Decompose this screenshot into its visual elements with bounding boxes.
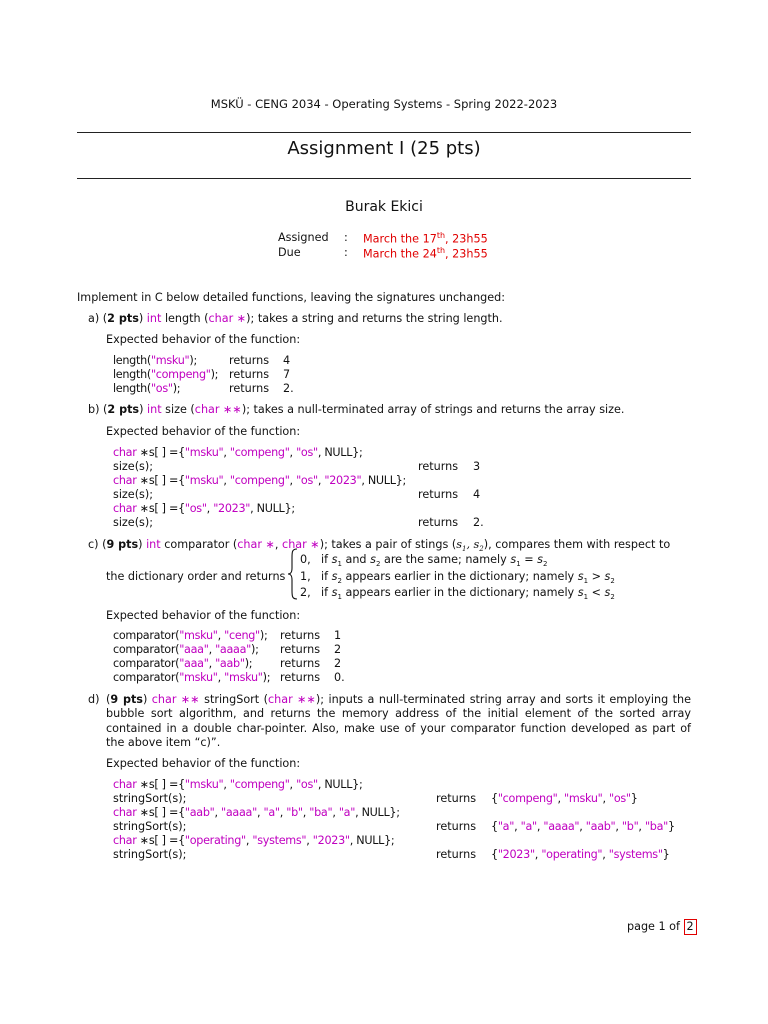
bottom-rule [77,178,691,179]
array-item-string: "os" [296,446,318,459]
comparator-arg: "aaaa" [215,643,251,656]
size-call: size(s); [113,488,154,501]
length-call: length("compeng"); [113,368,219,381]
array-item-string: "compeng" [229,778,290,791]
author: Burak Ekici [345,199,423,215]
item-d-expected: Expected behavior of the function: [106,757,301,770]
comparator-arg: "msku" [179,629,218,642]
array-declaration: char ∗s[ ] ={"msku", "compeng", "os", NULL}; [113,446,363,459]
array-item-string: "ba" [309,806,333,819]
result-string: "a" [497,820,515,833]
return-value: 3 [473,460,481,473]
return-value: 4 [473,488,481,501]
item-b-heading: b) (2 pts) int size (char ∗∗); takes a null-terminated array of strings and returns the array size. [88,403,625,416]
array-item-string: "aaaa" [221,806,257,819]
returns-label: returns [418,488,459,501]
brace-shape [287,548,299,600]
length-arg: "compeng" [150,368,211,381]
comparator-arg: "ceng" [224,629,260,642]
length-call: length("msku"); [113,354,197,367]
array-item-string: "2023" [312,834,350,847]
length-call: length("os"); [113,382,181,395]
array-item-string: "msku" [184,778,224,791]
item-c-desc: ; takes a pair of stings ($s_1$, $s_2$), compares them with respect to [324,538,671,554]
return-value: 4 [283,354,291,367]
item-c-lead: the dictionary order and returns [106,570,286,583]
array-declaration: char ∗s[ ] ={"aab", "aaaa", "a", "b", "ba", "a", NULL}; [113,806,400,819]
page-title: Assignment I (25 pts) [287,138,481,159]
case-text: if $s_1$ and $s_2$ are the same; namely $s_1 = s_2$ [321,553,548,569]
array-item-string: "operating" [184,834,246,847]
result-string: "operating" [541,848,603,861]
intro-text: Implement in C below detailed functions, leaving the signatures unchanged: [77,291,506,304]
array-declaration: char ∗s[ ] ={"os", "2023", NULL}; [113,502,295,515]
comparator-arg: "aab" [215,657,245,670]
comparator-call: comparator("msku", "msku"); [113,671,271,684]
result-string: "compeng" [497,792,558,805]
array-declaration: char ∗s[ ] ={"msku", "compeng", "os", "2023", NULL}; [113,474,406,487]
sort-call: stringSort(s); [113,848,187,861]
returns-label: returns [280,643,321,656]
result-string: "os" [608,792,631,805]
sort-call: stringSort(s); [113,820,187,833]
case-text: if $s_2$ appears earlier in the dictionary; namely $s_1 > s_2$ [321,570,615,586]
case-number: 1, [300,570,311,583]
array-declaration: char ∗s[ ] ={"operating", "systems", "2023", NULL}; [113,834,395,847]
array-item-string: "aab" [184,806,215,819]
due-sep: : [344,246,348,259]
size-call: size(s); [113,460,154,473]
array-item-string: "msku" [184,474,224,487]
comparator-call: comparator("aaa", "aaaa"); [113,643,259,656]
comparator-arg: "aaa" [179,657,209,670]
return-value: 7 [283,368,291,381]
assigned-sep: : [344,231,348,244]
comparator-arg: "msku" [224,671,263,684]
case-number: 2, [300,586,311,599]
result-string: "aab" [585,820,616,833]
array-item-string: "msku" [184,446,224,459]
decl-keyword: char [113,806,137,819]
brace [287,548,299,600]
returns-label: returns [436,848,477,861]
return-value: 0. [334,671,345,684]
array-item-string: "os" [296,778,318,791]
decl-keyword: char [113,502,137,515]
decl-keyword: char [113,446,137,459]
sorted-result: {"a", "a", "aaaa", "aab", "b", "ba"} [491,820,675,833]
comparator-arg: "msku" [179,671,218,684]
item-d-paragraph: (9 pts) char ∗∗ stringSort (char ∗∗); inputs a null-terminated string array and sorts it employing the bubble sort algorithm, and returns the memory address of the initial element of the sorted array contained in a double char-pointer. Also, make use of your comparator function developed as part of the above item “c)”. [106,693,691,750]
case-text: if $s_1$ appears earlier in the dictionary; namely $s_1 < s_2$ [321,586,615,602]
sorted-result: {"compeng", "msku", "os"} [491,792,638,805]
assigned-label: Assigned [278,231,329,244]
returns-label: returns [418,516,459,529]
returns-label: returns [418,460,459,473]
return-value: 2 [334,657,342,670]
returns-label: returns [280,657,321,670]
decl-keyword: char [113,834,137,847]
returns-label: returns [229,382,270,395]
result-string: "a" [520,820,537,833]
array-declaration: char ∗s[ ] ={"msku", "compeng", "os", NULL}; [113,778,363,791]
comparator-call: comparator("msku", "ceng"); [113,629,268,642]
decl-keyword: char [113,474,137,487]
return-value: 2 [334,643,342,656]
result-string: "msku" [564,792,603,805]
sort-call: stringSort(s); [113,792,187,805]
sorted-result: {"2023", "operating", "systems"} [491,848,670,861]
comparator-call: comparator("aaa", "aab"); [113,657,253,670]
returns-label: returns [229,354,270,367]
assigned-date: March the 17th, 23h55 [363,231,488,246]
array-item-string: "2023" [324,474,362,487]
page-number: page 1 of 2 [627,919,697,935]
decl-keyword: char [113,778,137,791]
item-d-label: d) [88,693,100,706]
size-call: size(s); [113,516,154,529]
result-string: "2023" [497,848,535,861]
returns-label: returns [436,792,477,805]
item-b-expected: Expected behavior of the function: [106,425,301,438]
item-c-expected: Expected behavior of the function: [106,609,301,622]
due-label: Due [278,246,301,259]
item-a-expected: Expected behavior of the function: [106,333,301,346]
array-item-string: "compeng" [229,474,290,487]
case-number: 0, [300,553,311,566]
length-arg: "os" [150,382,173,395]
array-item-string: "a" [263,806,280,819]
array-item-string: "2023" [213,502,251,515]
return-value: 1 [334,629,342,642]
returns-label: returns [280,671,321,684]
course-header: MSKÜ - CENG 2034 - Operating Systems - Spring 2022-2023 [210,97,558,111]
page-total-link[interactable]: 2 [684,919,697,935]
array-item-string: "a" [338,806,356,819]
array-item-string: "compeng" [229,446,290,459]
pair-math: $s_1$, $s_2$ [456,538,484,554]
returns-label: returns [229,368,270,381]
array-item-string: "os" [296,474,318,487]
array-item-string: "os" [184,502,207,515]
result-string: "ba" [644,820,668,833]
array-item-string: "b" [286,806,303,819]
length-arg: "msku" [150,354,190,367]
result-string: "b" [621,820,639,833]
comparator-arg: "aaa" [179,643,209,656]
top-rule [77,132,691,133]
return-value: 2. [283,382,294,395]
due-date: March the 24th, 23h55 [363,246,488,261]
array-item-string: "systems" [252,834,307,847]
returns-label: returns [436,820,477,833]
result-string: "systems" [608,848,663,861]
item-a-heading: a) (2 pts) int length (char ∗); takes a string and returns the string length. [88,312,503,325]
result-string: "aaaa" [543,820,580,833]
returns-label: returns [280,629,321,642]
return-value: 2. [473,516,484,529]
item-c-heading: c) (9 pts) int comparator (char ∗, char ∗); takes a pair of stings ($s_1$, $s_2$), compares them with respect to [88,538,671,554]
